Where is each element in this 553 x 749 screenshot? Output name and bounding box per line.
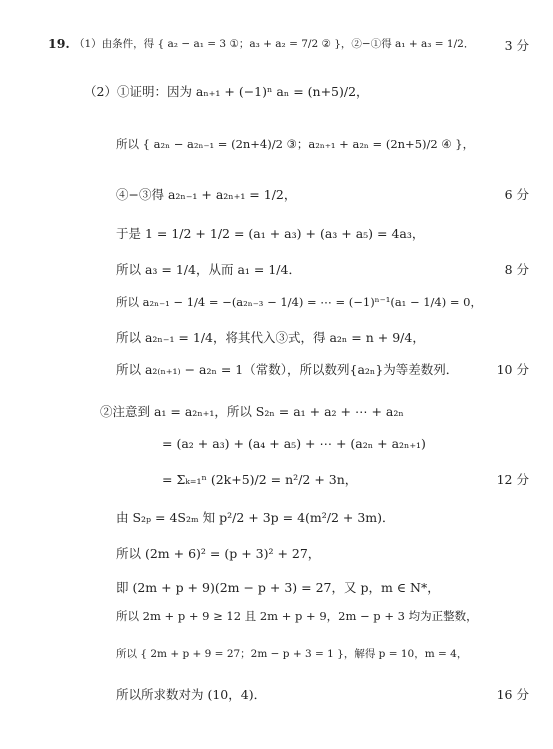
score-9: 10 分 [496,362,529,377]
solution-line-11: = (a₂ + a₃) + (a₄ + a₅) + ⋯ + (a₂ₙ + a₂ₙ₊₁) [162,436,426,451]
problem-number: 19. [48,36,70,51]
solution-line-17: 所以 { 2m + p + 9 = 27；2m − p + 3 = 1 }，解得 p = 10，m = 4， [116,648,468,660]
solution-line-14: 所以 (2m + 6)² = (p + 3)² + 27， [116,546,321,561]
solution-line-6: 所以 a₃ = 1/4，从而 a₁ = 1/4． [116,262,301,277]
solution-line-15: 即 (2m + p + 9)(2m − p + 3) = 27，又 p，m ∈ N*， [116,580,440,595]
solution-line-4: ④−③得 a₂ₙ₋₁ + a₂ₙ₊₁ = 1/2， [116,187,297,202]
solution-line-18: 所以所求数对为 (10，4)． [116,687,267,702]
solution-line-5: 于是 1 = 1/2 + 1/2 = (a₁ + a₃) + (a₃ + a₅) = 4a₃， [116,226,425,241]
score-6: 8 分 [504,262,529,277]
solution-line-8: 所以 a₂ₙ₋₁ = 1/4，将其代入③式，得 a₂ₙ = n + 9/4， [116,330,425,345]
solution-line-3: 所以 { a₂ₙ − a₂ₙ₋₁ = (2n+4)/2 ③；a₂ₙ₊₁ + a₂ₙ = (2n+5)/2 ④ }， [116,137,475,151]
solution-line-10: ②注意到 a₁ = a₂ₙ₊₁，所以 S₂ₙ = a₁ + a₂ + ⋯ + a₂ₙ [100,404,404,419]
score-4: 6 分 [504,187,529,202]
score-1: 3 分 [504,38,529,53]
solution-line-1: （1）由条件，得 { a₂ − a₁ = 3 ①；a₃ + a₂ = 7/2 ② }，②−①得 a₁ + a₃ = 1/2． [74,38,475,50]
solution-line-16: 所以 2m + p + 9 ≥ 12 且 2m + p + 9，2m − p + 3 均为正整数， [116,609,478,623]
solution-line-13: 由 S₂ₚ = 4S₂ₘ 知 p²/2 + 3p = 4(m²/2 + 3m)． [116,510,395,525]
score-12: 12 分 [496,472,529,487]
solution-line-9: 所以 a₂₍ₙ₊₁₎ − a₂ₙ = 1（常数），所以数列{a₂ₙ}为等差数列． [116,362,459,377]
solution-line-12: = Σₖ₌₁ⁿ (2k+5)/2 = n²/2 + 3n， [162,472,358,487]
solution-line-2: （2）①证明：因为 aₙ₊₁ + (−1)ⁿ aₙ = (n+5)/2， [84,84,369,99]
score-18: 16 分 [496,687,529,702]
solution-line-7: 所以 a₂ₙ₋₁ − 1/4 = −(a₂ₙ₋₃ − 1/4) = ⋯ = (−1)ⁿ⁻¹(a₁ − 1/4) = 0， [116,295,482,309]
